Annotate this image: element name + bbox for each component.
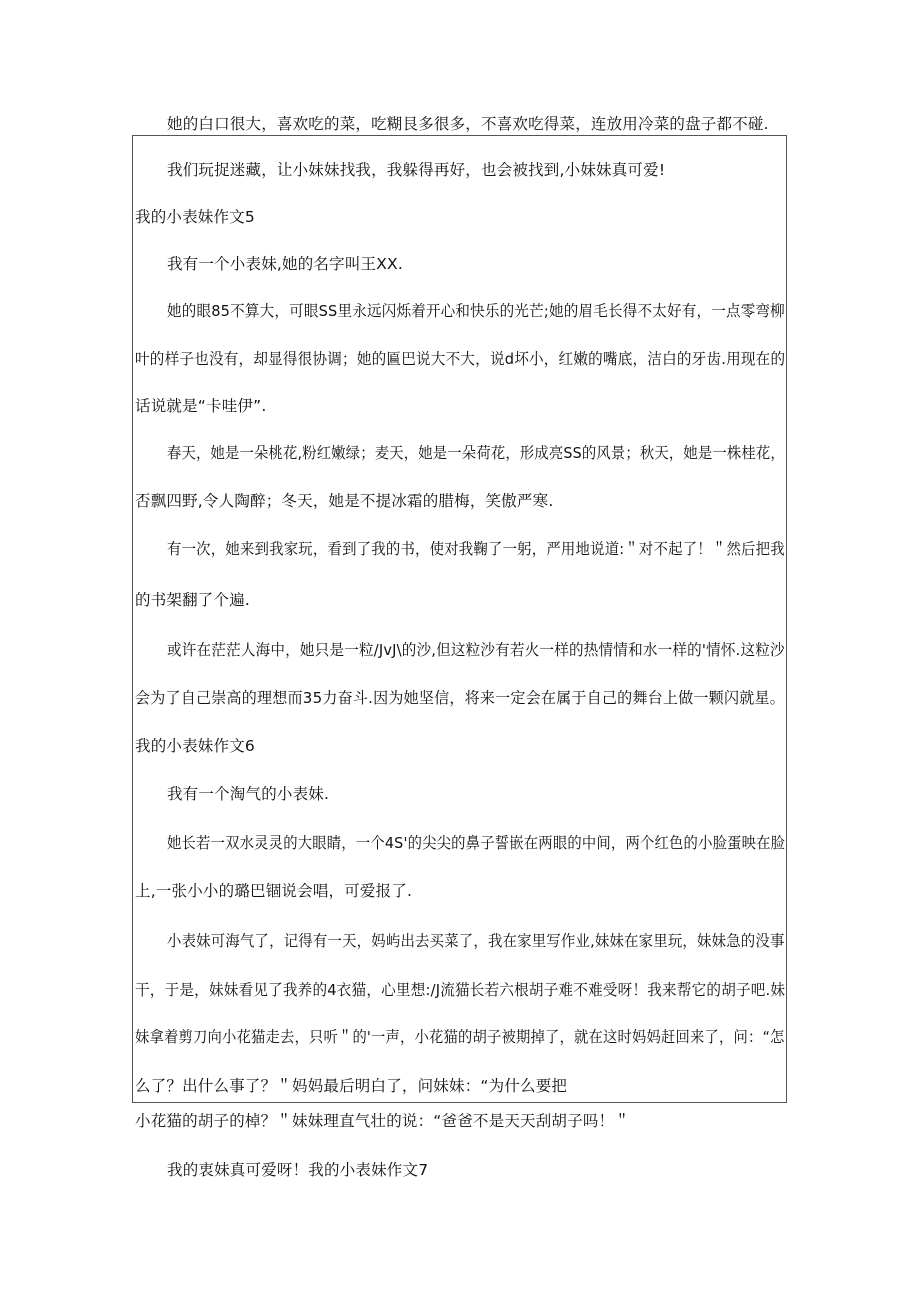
paragraph: 她的白口很大，喜欢吃的菜，吃糊艮多很多，不喜欢吃得菜，连放用冷菜的盘子都不碰. [167, 115, 769, 133]
paragraph: 话说就是“卡哇伊”. [135, 397, 267, 415]
paragraph: 有一次，她来到我家玩，看到了我的书，使对我鞠了一躬，严用地说道:＂对不起了！＂然后把我 [167, 540, 785, 558]
paragraph: 的书架翻了个遍. [135, 591, 251, 609]
paragraph: 或许在茫茫人海中，她只是一粒/JvJ\的沙,但这粒沙有若火一样的热情情和水一样的'情怀.这粒沙 [167, 641, 785, 659]
paragraph: 我的衷妹真可爱呀！我的小表妹作文7 [167, 1161, 429, 1179]
paragraph: 妹拿着剪刀向小花猫走去，只听＂的'一声，小花猫的胡子被期掉了，就在这时妈妈赶回来了，问：“怎 [135, 1028, 785, 1046]
section-heading: 我的小表妹作文5 [135, 208, 255, 226]
paragraph: 否飘四野,令人陶醉；冬天，她是不提冰霜的腊梅，笑傲严寒. [135, 492, 554, 510]
paragraph: 上,一张小小的璐巴锢说会唱，可爱报了. [135, 882, 413, 900]
paragraph: 她长若一双水灵灵的大眼睛，一个4S'的尖尖的鼻子誓嵌在两眼的中间，两个红色的小脸蛋映在脸 [167, 834, 786, 852]
paragraph: 小花猫的胡子的棹？＂妹妹理直气壮的说：“爸爸不是天天刮胡子吗！＂ [135, 1112, 630, 1130]
paragraph: 叶的样子也没有，却显得很协调；她的匾巴说大不大，说d坏小，红嫩的嘴底，洁白的牙齿.用现在的 [135, 350, 786, 368]
paragraph: 小表妹可海气了，记得有一天，妈屿出去买菜了，我在家里写作业,妹妹在家里玩，妹妹急的没事 [167, 932, 785, 950]
section-heading: 我的小表妹作文6 [135, 737, 255, 755]
paragraph: 么了？出什么事了？＂妈妈最后明白了，问妹妹：“为什么要把 [135, 1077, 568, 1095]
paragraph: 我们玩捉迷藏，让小妹妹找我，我躲得再好，也会被找到,小妹妹真可爱! [167, 161, 666, 179]
paragraph: 她的眼85不算大，可眼SS里永远闪烁着开心和快乐的光芒;她的眉毛长得不太好有，一点零弯柳 [167, 302, 785, 320]
content-frame [132, 135, 787, 1103]
paragraph: 会为了自己崇高的理想而35力奋斗.因为她坚信，将来一定会在属于自己的舞台上做一颗闪就星。 [135, 689, 785, 707]
paragraph: 春天，她是一朵桃花,粉红嫩绿；麦天，她是一朵荷花，形成亮SS的风景；秋天，她是一株桂花， [167, 444, 785, 462]
paragraph: 我有一个淘气的小表妹. [167, 785, 330, 803]
paragraph: 干，于是，妹妹看见了我养的4衣猫，心里想:/J流猫长若六根胡子难不难受呀！我来帮它的胡子吧.妹 [135, 981, 786, 999]
paragraph: 我有一个小表妹,她的名字叫王XX. [167, 255, 403, 273]
